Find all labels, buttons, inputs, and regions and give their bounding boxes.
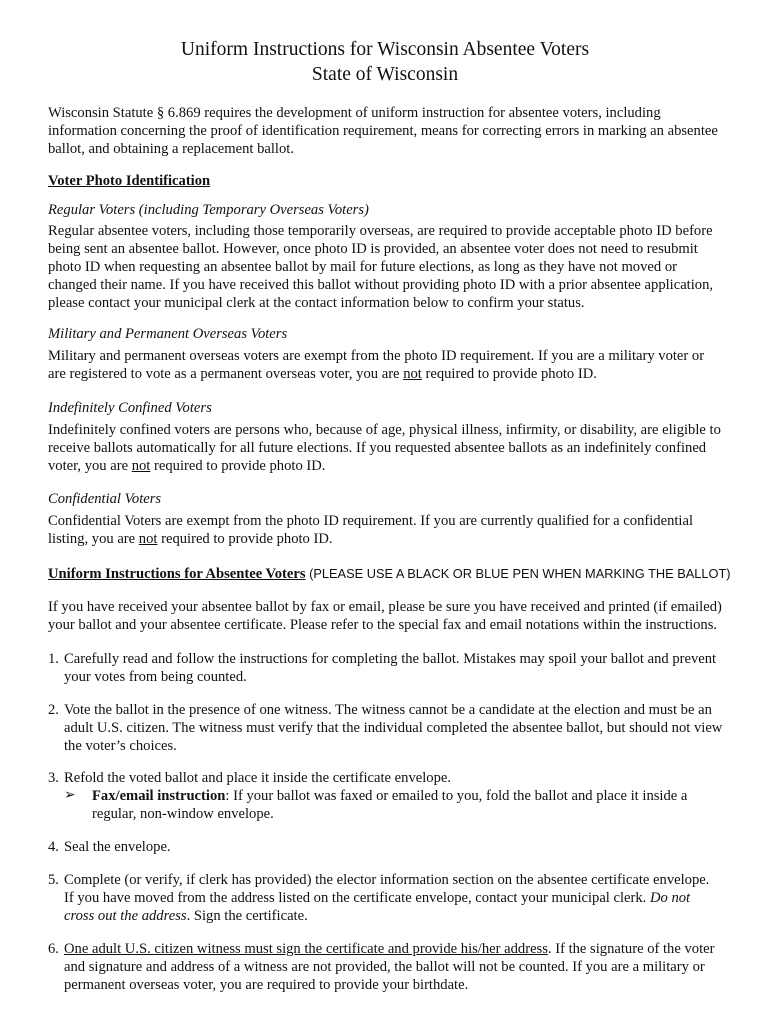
paragraph-line: photo ID when requesting an absentee ballot by mail for future elections, as long as they have not moved or	[48, 259, 677, 275]
italic-run: Do not	[649, 890, 691, 906]
bullet-line: regular, non-window envelope.	[92, 806, 274, 822]
step-line: Seal the envelope.	[64, 839, 171, 855]
emphasis-not: not	[131, 458, 151, 474]
step-line: Refold the voted ballot and place it inside the certificate envelope.	[64, 770, 451, 786]
step-number: 2.	[48, 702, 59, 718]
step-line	[64, 889, 764, 907]
step-line: and signature and address of a witness are not provided, the ballot will not be counted. If you are a military or	[64, 959, 705, 975]
step-line	[64, 907, 764, 925]
regular-voters-paragraph	[48, 222, 748, 312]
emphasis-not: not	[403, 366, 422, 382]
step-2-text	[64, 701, 764, 755]
text-run: required to provide photo ID.	[421, 366, 597, 382]
fax-email-paragraph	[48, 598, 748, 634]
intro-line: Wisconsin Statute § 6.869 requires the development of uniform instruction for absentee voters, including	[48, 105, 661, 121]
intro-paragraph	[48, 104, 748, 158]
pen-note: (PLEASE USE A BLACK OR BLUE PEN WHEN MARKING THE BALLOT)	[305, 566, 731, 581]
step-3-text	[64, 769, 764, 787]
step-number: 6.	[48, 941, 59, 957]
paragraph-line: please contact your municipal clerk at the contact information below to confirm your status.	[48, 295, 585, 311]
confidential-voters-paragraph	[48, 512, 748, 548]
intro-line: information concerning the proof of identification requirement, means for correcting errors in marking an absentee	[48, 123, 718, 139]
subheading-confidential-voters: Confidential Voters	[48, 491, 162, 507]
step-line: the voter’s choices.	[64, 738, 177, 754]
military-voters-paragraph	[48, 347, 748, 383]
text-run: required to provide photo ID.	[150, 458, 326, 474]
subheading-regular-voters: Regular Voters (including Temporary Overseas Voters)	[48, 202, 369, 218]
paragraph-line	[48, 365, 748, 383]
paragraph-line: Confidential Voters are exempt from the photo ID requirement. If you are currently qualified for a confidential	[48, 513, 694, 529]
step-number: 1.	[48, 651, 59, 667]
paragraph-line: Indefinitely confined voters are persons who, because of age, physical illness, infirmity, or disability, are eligible to	[48, 422, 721, 438]
section-heading-instructions	[48, 565, 748, 583]
bullet-line	[92, 787, 770, 805]
subheading-military-voters: Military and Permanent Overseas Voters	[48, 326, 288, 342]
step-line: Complete (or verify, if clerk has provided) the elector information section on the absentee certificate envelope.	[64, 872, 710, 888]
step-number: 5.	[48, 872, 59, 888]
step-number: 4.	[48, 839, 59, 855]
step-line: your votes from being counted.	[64, 669, 247, 685]
paragraph-line: your ballot and your absentee certificate. Please refer to the special fax and email notations within the instructions.	[48, 617, 718, 633]
text-run: required to provide photo ID.	[157, 531, 333, 547]
step-line	[64, 940, 764, 958]
subheading-confined-voters: Indefinitely Confined Voters	[48, 400, 212, 416]
text-run: voter, you are	[48, 458, 132, 474]
step-number: 3.	[48, 770, 59, 786]
bullet-label: Fax/email instruction	[92, 788, 226, 804]
step-line: adult U.S. citizen. The witness must verify that the individual completed the absentee ballot, but should not view	[64, 720, 723, 736]
step-6-text	[64, 940, 764, 994]
document-subtitle: State of Wisconsin	[311, 64, 459, 85]
paragraph-line	[48, 530, 748, 548]
text-run: . Sign the certificate.	[186, 908, 308, 924]
italic-run: cross out the address	[64, 908, 187, 924]
fax-email-instruction	[92, 787, 770, 823]
step-line: Carefully read and follow the instructions for completing the ballot. Mistakes may spoil your ballot and prevent	[64, 651, 717, 667]
paragraph-line: receive ballots automatically for all future elections. If you requested absentee ballots as an indefinitely confined	[48, 440, 707, 456]
arrow-bullet-icon: ➢	[64, 788, 76, 803]
text-run: If you have moved from the address listed on the certificate envelope, contact your municipal clerk.	[64, 890, 650, 906]
step-1-text	[64, 650, 764, 686]
paragraph-line: changed their name. If you have received this ballot without providing photo ID with a prior absentee application,	[48, 277, 714, 293]
step-line: Vote the ballot in the presence of one witness. The witness cannot be a candidate at the election and must be an	[64, 702, 712, 718]
text-run: are registered to vote as a permanent overseas voter, you are	[48, 366, 404, 382]
document-title: Uniform Instructions for Wisconsin Absentee Voters	[180, 39, 590, 60]
text-run: listing, you are	[48, 531, 139, 547]
step-line: permanent overseas voter, you are required to provide your birthdate.	[64, 977, 469, 993]
emphasis-not: not	[138, 531, 158, 547]
step-4-text	[64, 838, 764, 856]
intro-line: ballot, and obtaining a replacement ballot.	[48, 141, 294, 157]
paragraph-line: Regular absentee voters, including those temporarily overseas, are required to provide acceptable photo ID before	[48, 223, 713, 239]
underlined-run: One adult U.S. citizen witness must sign the certificate and provide his/her address	[64, 941, 548, 957]
step-5-text	[64, 871, 764, 925]
text-run: . If the signature of the voter	[547, 941, 715, 957]
paragraph-line: Military and permanent overseas voters are exempt from the photo ID requirement. If you are a military voter or	[48, 348, 705, 364]
instructions-heading: Uniform Instructions for Absentee Voters	[48, 566, 306, 582]
paragraph-line	[48, 457, 748, 475]
paragraph-line: If you have received your absentee ballot by fax or email, please be sure you have received and printed (if emailed)	[48, 599, 722, 615]
section-heading-photo-id: Voter Photo Identification	[48, 173, 211, 189]
text-run: : If your ballot was faxed or emailed to you, fold the ballot and place it inside a	[225, 788, 688, 804]
confined-voters-paragraph	[48, 421, 748, 475]
paragraph-line: being sent an absentee ballot. However, once photo ID is provided, an absentee voter does not need to resubmit	[48, 241, 698, 257]
